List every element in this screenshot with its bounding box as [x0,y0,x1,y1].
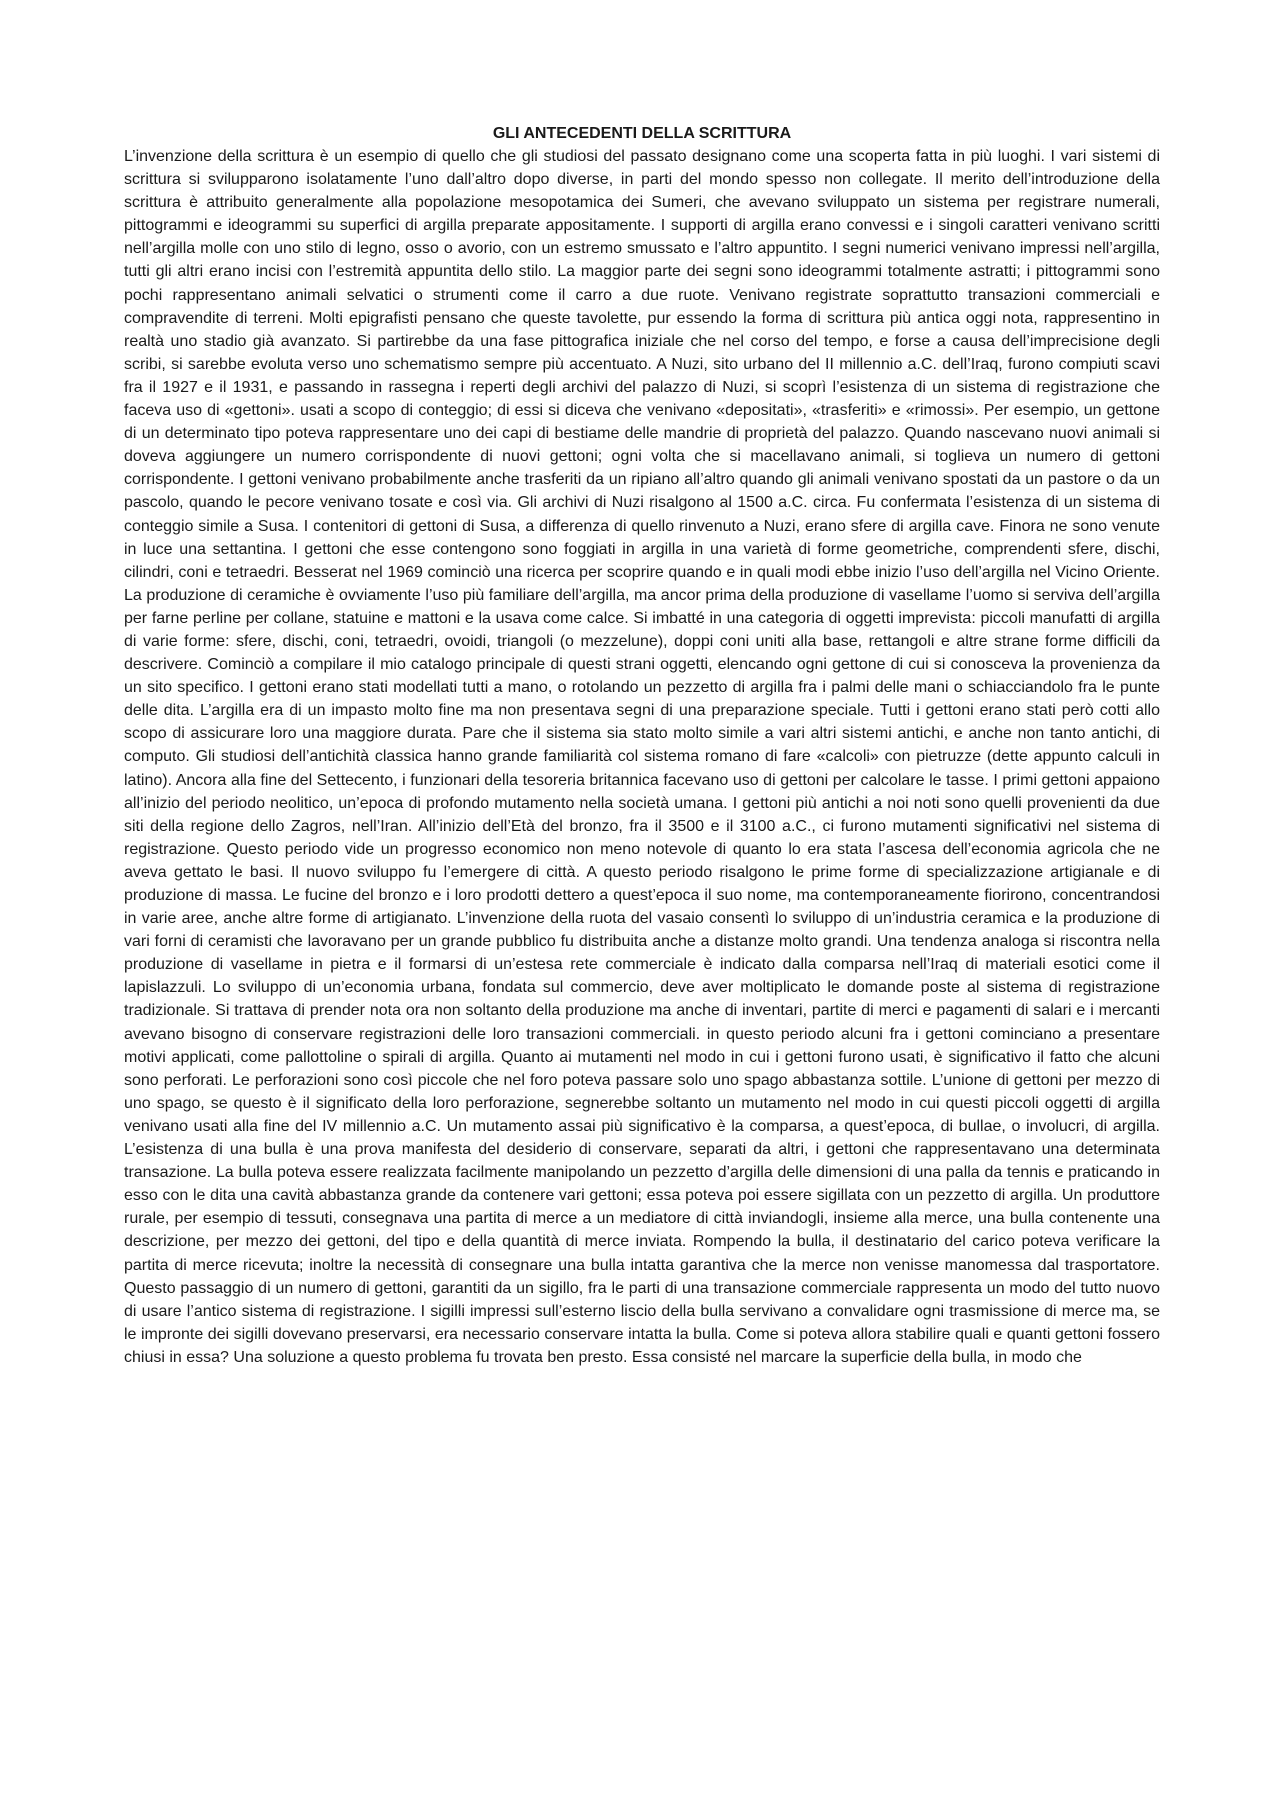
document-page [124,122,1160,1369]
document-body: L’invenzione della scrittura è un esempio di quello che gli studiosi del passato designano come una scoperta fatta in più luoghi. I vari sistemi di scrittura si svilupparono isolatamente l’uno dall’altro dopo diverse, in parti del mondo spesso non collegate. Il merito dell’introduzione della scrittura è attribuito generalmente alla popolazione mesopotamica dei Sumeri, che avevano sviluppato un sistema per registrare numerali, pittogrammi e ideogrammi su superfici di argilla preparate appositamente. I supporti di argilla erano convessi e i singoli caratteri venivano scritti nell’argilla molle con uno stilo di legno, osso o avorio, con un estremo smussato e l’altro appuntito. I segni numerici venivano impressi nell’argilla, tutti gli altri erano incisi con l’estremità appuntita dello stilo. La maggior parte dei segni sono ideogrammi totalmente astratti; i pittogrammi sono pochi rappresentano animali selvatici o strumenti come il carro a due ruote. Venivano registrate soprattutto transazioni commerciali e compravendite di terreni. Molti epigrafisti pensano che queste tavolette, pur essendo la forma di scrittura più antica oggi nota, rappresentino in realtà uno stadio già avanzato. Si partirebbe da una fase pittografica iniziale che nel corso del tempo, e forse a causa dell’imprecisione degli scribi, si sarebbe evoluta verso uno schematismo sempre più accentuato. A Nuzi, sito urbano del II millennio a.C. dell’Iraq, furono compiuti scavi fra il 1927 e il 1931, e passando in rassegna i reperti degli archivi del palazzo di Nuzi, si scoprì l’esistenza di un sistema di registrazione che faceva uso di «gettoni». usati a scopo di conteggio; di essi si diceva che venivano «depositati», «trasferiti» e «rimossi». Per esempio, un gettone di un determinato tipo poteva rappresentare uno dei capi di bestiame delle mandrie di proprietà del palazzo. Quando nascevano nuovi animali si doveva aggiungere un numero corrispondente di nuovi gettoni; ogni volta che si macellavano animali, si toglieva un numero di gettoni corrispondente. I gettoni venivano probabilmente anche trasferiti da un ripiano all’altro quando gli animali venivano spostati da un pastore o da un pascolo, quando le pecore venivano tosate e così via. Gli archivi di Nuzi risalgono al 1500 a.C. circa. Fu confermata l’esistenza di un sistema di conteggio simile a Susa. I contenitori di gettoni di Susa, a differenza di quello rinvenuto a Nuzi, erano sfere di argilla cave. Finora ne sono venute in luce una settantina. I gettoni che esse contengono sono foggiati in argilla in una varietà di forme geometriche, comprendenti sfere, dischi, cilindri, coni e tetraedri. Besserat nel 1969 cominciò una ricerca per scoprire quando e in quali modi ebbe inizio l’uso dell’argilla nel Vicino Oriente. La produzione di ceramiche è ovviamente l’uso più familiare dell’argilla, ma ancor prima della produzione di vasellame l’uomo si serviva dell’argilla per farne perline per collane, statuine e mattoni e la usava come calce. Si imbatté in una categoria di oggetti imprevista: piccoli manufatti di argilla di varie forme: sfere, dischi, coni, tetraedri, ovoidi, triangoli (o mezzelune), doppi coni uniti alla base, rettangoli e altre strane forme difficili da descrivere. Cominciò a compilare il mio catalogo principale di questi strani oggetti, elencando ogni gettone di cui si conosceva la provenienza da un sito specifico. I gettoni erano stati modellati tutti a mano, o rotolando un pezzetto di argilla fra i palmi delle mani o schiacciandolo fra le punte delle dita. L’argilla era di un impasto molto fine ma non presentava segni di una preparazione speciale. Tutti i gettoni erano stati però cotti allo scopo di assicurare loro una maggiore durata. Pare che il sistema sia stato molto simile a vari altri sistemi antichi, e anche non tanto antichi, di computo. Gli studiosi dell’antichità classica hanno grande familiarità col sistema romano di fare «calcoli» con pietruzze (dette appunto calculi in latino). Ancora alla fine del Settecento, i funzionari della tesoreria britannica facevano uso di gettoni per calcolare le tasse. I primi gettoni appaiono all’inizio del periodo neolitico, un’epoca di profondo mutamento nella società umana. I gettoni più antichi a noi noti sono quelli provenienti da due siti della regione dello Zagros, nell’Iran. All’inizio dell’Età del bronzo, fra il 3500 e il 3100 a.C., ci furono mutamenti significativi nel sistema di registrazione. Questo periodo vide un progresso economico non meno notevole di quanto lo era stata l’ascesa dell’economia agricola che ne aveva gettato le basi. Il nuovo sviluppo fu l’emergere di città. A questo periodo risalgono le prime forme di specializzazione artigianale e di produzione di massa. Le fucine del bronzo e i loro prodotti dettero a quest’epoca il suo nome, ma contemporaneamente fiorirono, concentrandosi in varie aree, anche altre forme di artigianato. L’invenzione della ruota del vasaio consentì lo sviluppo di un’industria ceramica e la produzione di vari forni di ceramisti che lavoravano per un grande pubblico fu distribuita anche a distanze molto grandi. Una tendenza analoga si riscontra nella produzione di vasellame in pietra e il formarsi di un’estesa rete commerciale è indicato dalla comparsa nell’Iraq di materiali esotici come il lapislazzuli. Lo sviluppo di un’economia urbana, fondata sul commercio, deve aver moltiplicato le domande poste al sistema di registrazione tradizionale. Si trattava di prender nota ora non soltanto della produzione ma anche di inventari, partite di merci e pagamenti di salari e i mercanti avevano bisogno di conservare registrazioni delle loro transazioni commerciali. in questo periodo alcuni fra i gettoni cominciano a presentare motivi applicati, come pallottoline o spirali di argilla. Quanto ai mutamenti nel modo in cui i gettoni furono usati, è significativo il fatto che alcuni sono perforati. Le perforazioni sono così piccole che nel foro poteva passare solo uno spago abbastanza sottile. L’unione di gettoni per mezzo di uno spago, se questo è il significato della loro perforazione, segnerebbe soltanto un mutamento nel modo in cui questi piccoli oggetti di argilla venivano usati alla fine del IV millennio a.C. Un mutamento assai più significativo è la comparsa, a quest’epoca, di bullae, o involucri, di argilla. L’esistenza di una bulla è una prova manifesta del desiderio di conservare, separati da altri, i gettoni che rappresentavano una determinata transazione. La bulla poteva essere realizzata facilmente manipolando un pezzetto d’argilla delle dimensioni di una palla da tennis e praticando in esso con le dita una cavità abbastanza grande da contenere vari gettoni; essa poteva poi essere sigillata con un pezzetto di argilla. Un produttore rurale, per esempio di tessuti, consegnava una partita di merce a un mediatore di città inviandogli, insieme alla merce, una bulla contenente una descrizione, per mezzo dei gettoni, del tipo e della quantità di merce inviata. Rompendo la bulla, il destinatario del carico poteva verificare la partita di merce ricevuta; inoltre la necessità di consegnare una bulla intatta garantiva che la merce non venisse manomessa dal trasportatore. Questo passaggio di un numero di gettoni, garantiti da un sigillo, fra le parti di una transazione commerciale rappresenta un modo del tutto nuovo di usare l’antico sistema di registrazione. I sigilli impressi sull’esterno liscio della bulla servivano a convalidare ogni trasmissione di merce ma, se le impronte dei sigilli dovevano preservarsi, era necessario conservare intatta la bulla. Come si poteva allora stabilire quali e quanti gettoni fossero chiusi in essa? Una soluzione a questo problema fu trovata ben presto. Essa consisté nel marcare la superficie della bulla, in modo che [124,148,1160,1366]
document-title: GLI ANTECEDENTI DELLA SCRITTURA [492,125,792,142]
